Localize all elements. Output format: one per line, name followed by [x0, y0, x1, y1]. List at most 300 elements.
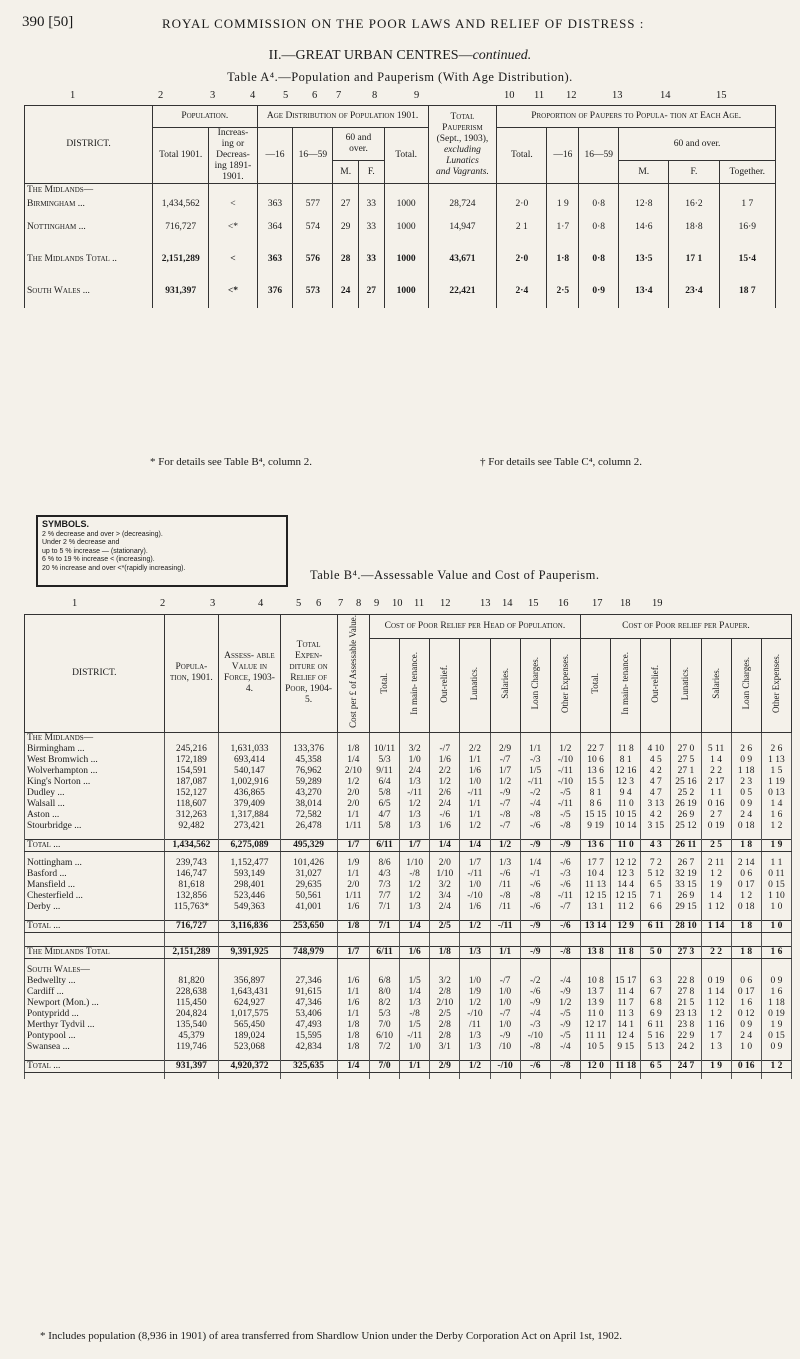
table-cell: 10 15	[611, 810, 641, 821]
total-label: Total ...	[25, 840, 165, 852]
col-b-sub-head-4	[490, 639, 520, 733]
table-cell: 1/3	[400, 998, 430, 1009]
table-cell: 1/1	[337, 810, 369, 821]
spacer-cell	[520, 1053, 550, 1061]
table-cell: 14,947	[428, 212, 497, 244]
table-cell: 436,865	[219, 788, 280, 799]
table-cell: -/9	[550, 987, 580, 998]
table-cell: 1/0	[400, 1042, 430, 1053]
district-name: Swansea ...	[25, 1042, 165, 1053]
district-name: South Wales ...	[25, 276, 153, 308]
col-b-sub-head-3	[460, 639, 490, 733]
table-cell: 1/5	[400, 1020, 430, 1031]
table-cell: 29 15	[671, 902, 701, 913]
table-cell: 16·9	[719, 212, 775, 244]
spacer-cell	[641, 832, 671, 840]
col-b-sub-label: Other Expenses.	[559, 653, 570, 713]
total-cell: 6 5	[641, 1061, 671, 1073]
col-b-sub-label: Other Expenses.	[770, 653, 781, 713]
table-cell: 27 5	[671, 755, 701, 766]
table-cell: 1 4	[701, 891, 731, 902]
table-row	[25, 1020, 792, 1031]
table-cell: 146,747	[164, 869, 219, 880]
table-cell: -/3	[520, 755, 550, 766]
table-cell: 2 17	[701, 777, 731, 788]
table-a-colnum: 7	[336, 90, 342, 101]
table-cell	[719, 184, 775, 198]
table-cell: -/6	[520, 880, 550, 891]
col-inc-dec: Increas- ing or Decreas- ing 1891- 1901.	[209, 128, 257, 184]
total-cell: 1 0	[761, 921, 791, 933]
table-cell: -/7	[550, 902, 580, 913]
table-cell: 1 7	[701, 1031, 731, 1042]
table-cell	[400, 965, 430, 976]
table-cell	[619, 184, 669, 198]
col-b-sub-label: Salaries.	[710, 668, 721, 699]
spacer-cell	[641, 913, 671, 921]
table-b-colnum: 4	[258, 598, 264, 609]
table-cell	[460, 732, 490, 744]
table-cell: 1 4	[761, 799, 791, 810]
district-name: Merthyr Tydvil ...	[25, 1020, 165, 1031]
table-b-colnum: 12	[440, 598, 451, 609]
total-cell: 1 8	[731, 840, 761, 852]
table-cell: 7 1	[641, 891, 671, 902]
table-cell: 2/6	[430, 788, 460, 799]
table-cell: 12 16	[611, 766, 641, 777]
table-cell: -/10	[550, 755, 580, 766]
table-cell: -/11	[550, 766, 580, 777]
table-cell: -/11	[460, 869, 490, 880]
district-name: Newport (Mon.) ...	[25, 998, 165, 1009]
table-cell: 29	[333, 212, 359, 244]
table-cell: 26 9	[671, 810, 701, 821]
table-cell: -/8	[520, 891, 550, 902]
table-cell: 6/4	[369, 777, 399, 788]
table-cell: -/11	[400, 788, 430, 799]
table-b-colnum: 1	[72, 598, 78, 609]
table-cell: 1 13	[761, 755, 791, 766]
table-cell	[219, 732, 280, 744]
table-cell: 0 15	[761, 880, 791, 891]
col-b-sub-head-0	[369, 639, 399, 733]
table-row	[25, 1009, 792, 1020]
table-cell: 92,482	[164, 821, 219, 832]
table-cell: 0 11	[761, 869, 791, 880]
spacer-cell	[490, 939, 520, 947]
table-cell: 1 6	[761, 810, 791, 821]
spacer-cell	[25, 913, 165, 921]
total-cell: 1/3	[460, 947, 490, 959]
table-cell: -/6	[490, 869, 520, 880]
table-cell: 1 6	[761, 987, 791, 998]
table-b-colnum: 5	[296, 598, 302, 609]
spacer-cell	[580, 832, 610, 840]
table-cell: 2 2	[701, 766, 731, 777]
table-cell: 5/8	[369, 821, 399, 832]
table-cell: 204,824	[164, 1009, 219, 1020]
total-cell: 1/8	[337, 921, 369, 933]
table-cell	[761, 965, 791, 976]
table-cell: 1/1	[337, 1009, 369, 1020]
table-cell: 574	[293, 212, 333, 244]
total-row	[25, 947, 792, 959]
table-cell: 8 1	[580, 788, 610, 799]
total-cell: 11 0	[611, 840, 641, 852]
spacer-cell	[280, 1073, 337, 1079]
table-cell: 565,450	[219, 1020, 280, 1031]
table-cell: 12 3	[611, 777, 641, 788]
table-cell	[701, 732, 731, 744]
total-cell: 1/7	[337, 840, 369, 852]
spacer-cell	[430, 939, 460, 947]
table-cell: -/10	[550, 777, 580, 788]
spacer-cell	[400, 1073, 430, 1079]
table-cell: 3/2	[430, 976, 460, 987]
symbol-line: Under 2 % decrease and	[42, 539, 120, 546]
table-a-caption: Table A⁴.—Population and Pauperism (With Age Distribution).	[227, 70, 573, 84]
table-cell: 1/2	[400, 799, 430, 810]
table-cell: <*	[209, 212, 257, 244]
table-cell: 2/4	[430, 799, 460, 810]
table-cell: -/3	[550, 869, 580, 880]
table-cell: 2·4	[497, 276, 547, 308]
table-cell: 27,346	[280, 976, 337, 987]
district-name: Nottingham ...	[25, 858, 165, 869]
table-cell: 1/8	[337, 744, 369, 755]
table-cell: -/7	[490, 799, 520, 810]
district-name: Birmingham ...	[25, 744, 165, 755]
table-cell: 0 19	[761, 1009, 791, 1020]
spacer-cell	[550, 913, 580, 921]
table-cell: 1,631,033	[219, 744, 280, 755]
table-cell: 132,856	[164, 891, 219, 902]
spacer-cell	[611, 939, 641, 947]
table-cell: 15 17	[611, 976, 641, 987]
table-cell: 28	[333, 244, 359, 276]
col-b-cost-per-pound: Cost per £ of Assessable Value.	[337, 615, 369, 733]
table-cell: 12 15	[580, 891, 610, 902]
table-cell: 0 6	[731, 869, 761, 880]
table-cell: 2/0	[337, 880, 369, 891]
table-cell: 2 6	[731, 744, 761, 755]
table-cell: 13·4	[619, 276, 669, 308]
table-cell: 1/6	[430, 821, 460, 832]
table-cell: 1/6	[460, 766, 490, 777]
table-cell: 27	[333, 198, 359, 212]
table-cell: 7/2	[369, 1042, 399, 1053]
table-cell: 12 12	[611, 858, 641, 869]
table-cell	[641, 965, 671, 976]
table-cell: 28,724	[428, 198, 497, 212]
table-cell: -/6	[520, 902, 550, 913]
table-row	[25, 987, 792, 998]
table-cell	[669, 184, 719, 198]
table-cell: 1 1	[761, 858, 791, 869]
table-cell: 4 2	[641, 810, 671, 821]
spacer-cell	[337, 1073, 369, 1079]
total-cell: 253,650	[280, 921, 337, 933]
district-name: Mansfield ...	[25, 880, 165, 891]
table-cell	[460, 965, 490, 976]
col-prop-under16: —16	[547, 128, 579, 184]
table-cell	[671, 732, 701, 744]
district-name: Nottingham ...	[25, 212, 153, 244]
total-cell: 12 0	[580, 1061, 610, 1073]
spacer-cell	[400, 939, 430, 947]
table-cell: 2/2	[430, 766, 460, 777]
table-cell: 47,346	[280, 998, 337, 1009]
table-cell: -/9	[520, 998, 550, 1009]
table-cell: 0 17	[731, 987, 761, 998]
spacer-cell	[430, 913, 460, 921]
col-b-sub-pauper-1	[611, 639, 641, 733]
table-cell: 593,149	[219, 869, 280, 880]
table-cell: 1/6	[337, 976, 369, 987]
col-b-district: DISTRICT.	[25, 615, 165, 733]
table-cell: 1/2	[430, 777, 460, 788]
district-name: Dudley ...	[25, 788, 165, 799]
table-cell: 25 2	[671, 788, 701, 799]
table-cell: 228,638	[164, 987, 219, 998]
table-cell: -/4	[550, 1042, 580, 1053]
table-cell: 18 7	[719, 276, 775, 308]
table-cell: 1 9	[701, 880, 731, 891]
table-row	[25, 821, 792, 832]
spacer-cell	[400, 832, 430, 840]
table-cell: 1/8	[337, 1031, 369, 1042]
table-cell: 5/3	[369, 755, 399, 766]
spacer-cell	[731, 832, 761, 840]
table-cell: 2/4	[430, 902, 460, 913]
table-cell: 1 10	[761, 891, 791, 902]
table-cell: 0 18	[731, 821, 761, 832]
total-cell: 2 5	[701, 840, 731, 852]
total-cell: -/9	[520, 921, 550, 933]
table-cell: 298,401	[219, 880, 280, 891]
table-cell	[219, 965, 280, 976]
table-cell: 189,024	[219, 1031, 280, 1042]
table-cell	[611, 965, 641, 976]
total-cell: 1 8	[731, 947, 761, 959]
col-b-sub-label: Total.	[590, 673, 600, 694]
col-b-sub-label: Lunatics.	[469, 666, 480, 701]
spacer-cell	[701, 1053, 731, 1061]
district-name: Birmingham ...	[25, 198, 153, 212]
table-cell: 1/1	[337, 987, 369, 998]
table-cell: 29,635	[280, 880, 337, 891]
table-cell: 5 12	[641, 869, 671, 880]
table-cell: 11 7	[611, 998, 641, 1009]
table-cell: 47,493	[280, 1020, 337, 1031]
table-cell: 45,379	[164, 1031, 219, 1042]
total-cell: -/8	[550, 1061, 580, 1073]
table-cell: 0·9	[579, 276, 619, 308]
table-row	[25, 1031, 792, 1042]
table-cell: 0 5	[731, 788, 761, 799]
table-row	[25, 755, 792, 766]
spacer-cell	[550, 939, 580, 947]
table-b-colnum: 13	[480, 598, 491, 609]
total-cell: 6 11	[641, 921, 671, 933]
table-cell: 14·6	[619, 212, 669, 244]
spacer-cell	[369, 1053, 399, 1061]
page-header	[22, 14, 782, 38]
col-prop-total: Total.	[497, 128, 547, 184]
spacer-cell	[671, 913, 701, 921]
table-cell: /10	[490, 1042, 520, 1053]
table-cell: 245,216	[164, 744, 219, 755]
table-cell: 1 3	[701, 1042, 731, 1053]
table-cell: -/8	[520, 1042, 550, 1053]
symbol-line: 6 % to 19 % increase < (increasing).	[42, 556, 155, 563]
table-cell	[369, 732, 399, 744]
spacer-cell	[671, 939, 701, 947]
table-cell: 11 11	[580, 1031, 610, 1042]
table-cell: -/6	[520, 987, 550, 998]
spacer-cell	[337, 913, 369, 921]
table-cell: 2/8	[430, 987, 460, 998]
spacer-cell	[400, 1053, 430, 1061]
district-name: Wolverhampton ...	[25, 766, 165, 777]
table-cell: 1 18	[761, 998, 791, 1009]
table-cell: 22,421	[428, 276, 497, 308]
total-cell: 11 18	[611, 1061, 641, 1073]
spacer-cell	[580, 1073, 610, 1079]
table-cell	[164, 732, 219, 744]
table-a-colnum: 15	[716, 90, 727, 101]
table-cell: 1/0	[490, 998, 520, 1009]
table-cell: 1/4	[400, 987, 430, 998]
col-under16: —16	[257, 128, 293, 184]
table-cell: 2·5	[547, 276, 579, 308]
table-cell: -/7	[490, 976, 520, 987]
total-cell: 28 10	[671, 921, 701, 933]
table-cell: 16·2	[669, 198, 719, 212]
table-cell	[337, 732, 369, 744]
table-a-colnum: 12	[566, 90, 577, 101]
spacer-cell	[280, 939, 337, 947]
table-cell	[547, 184, 579, 198]
table-cell: <*	[209, 276, 257, 308]
table-cell: 3/1	[430, 1042, 460, 1053]
spacer-cell	[25, 832, 165, 840]
table-cell: 14 1	[611, 1020, 641, 1031]
col-b-sub-head-6	[550, 639, 580, 733]
total-cell: 495,329	[280, 840, 337, 852]
table-cell: 6/5	[369, 799, 399, 810]
table-cell: 5/3	[369, 1009, 399, 1020]
col-f: F.	[358, 161, 384, 184]
col-proportion: Proportion of Paupers to Popula- tion at Each Age.	[497, 106, 776, 128]
table-cell: 6/8	[369, 976, 399, 987]
district-name: Basford ...	[25, 869, 165, 880]
table-cell: 50,561	[280, 891, 337, 902]
total-cell: 1/4	[400, 921, 430, 933]
total-cell: 5 0	[641, 947, 671, 959]
table-cell: 1000	[384, 212, 428, 244]
col-district: DISTRICT.	[25, 106, 153, 184]
total-cell: 2 2	[701, 947, 731, 959]
table-cell: -/1	[520, 869, 550, 880]
table-cell: 45,358	[280, 755, 337, 766]
table-cell: 0·8	[579, 244, 619, 276]
col-population: Population.	[153, 106, 257, 128]
total-cell: 1/1	[400, 1061, 430, 1073]
table-cell: 119,746	[164, 1042, 219, 1053]
table-cell: -/6	[430, 810, 460, 821]
col-b-sub-head-2	[430, 639, 460, 733]
table-cell: 4/3	[369, 869, 399, 880]
table-cell: 1/5	[520, 766, 550, 777]
table-cell: -/5	[550, 788, 580, 799]
table-cell	[384, 184, 428, 198]
district-name: Pontypridd ...	[25, 1009, 165, 1020]
spacer-cell	[164, 913, 219, 921]
spacer-cell	[280, 1053, 337, 1061]
total-cell: 3,116,836	[219, 921, 280, 933]
table-cell: -/4	[520, 799, 550, 810]
table-cell: -/11	[550, 891, 580, 902]
symbols-legend	[36, 515, 288, 587]
col-pm: M.	[619, 161, 669, 184]
table-cell	[761, 732, 791, 744]
table-cell	[550, 732, 580, 744]
table-cell: 118,607	[164, 799, 219, 810]
table-cell: 22 9	[671, 1031, 701, 1042]
total-cell: -/6	[550, 921, 580, 933]
table-cell: 1/2	[460, 821, 490, 832]
table-cell: 0 15	[761, 1031, 791, 1042]
table-cell: 549,363	[219, 902, 280, 913]
spacer-cell	[25, 1053, 165, 1061]
col-b-sub-head-1	[400, 639, 430, 733]
symbols-title: SYMBOLS.	[42, 519, 90, 529]
table-cell: 1,152,477	[219, 858, 280, 869]
table-cell: -/8	[400, 1009, 430, 1020]
table-b-colnum: 8	[356, 598, 362, 609]
table-cell	[428, 184, 497, 198]
table-cell: 172,189	[164, 755, 219, 766]
table-cell: 6 5	[641, 880, 671, 891]
table-cell: -/7	[430, 744, 460, 755]
table-cell: 33 15	[671, 880, 701, 891]
table-a-colnum: 13	[612, 90, 623, 101]
col-prop-60: 60 and over.	[619, 128, 776, 161]
table-a-colnum: 2	[158, 90, 164, 101]
table-b-colnum: 11	[414, 598, 425, 609]
table-b-caption: Table B⁴.—Assessable Value and Cost of Pauperism.	[310, 568, 600, 582]
table-cell: 1000	[384, 244, 428, 276]
table-cell: -/11	[460, 788, 490, 799]
table-cell: 1 9	[547, 198, 579, 212]
total-cell: 2/9	[430, 1061, 460, 1073]
table-cell: -/9	[490, 788, 520, 799]
table-cell: 0·8	[579, 198, 619, 212]
table-cell	[520, 965, 550, 976]
table-cell: 931,397	[153, 276, 209, 308]
table-cell: 1 2	[731, 891, 761, 902]
table-cell: 1/4	[337, 755, 369, 766]
table-cell: 11 4	[611, 987, 641, 998]
table-cell: 22 7	[580, 744, 610, 755]
table-cell: 27	[358, 276, 384, 308]
table-cell	[490, 965, 520, 976]
table-cell: 26,478	[280, 821, 337, 832]
spacer-cell	[671, 1073, 701, 1079]
table-cell: 26 19	[671, 799, 701, 810]
spacer-cell	[430, 1073, 460, 1079]
